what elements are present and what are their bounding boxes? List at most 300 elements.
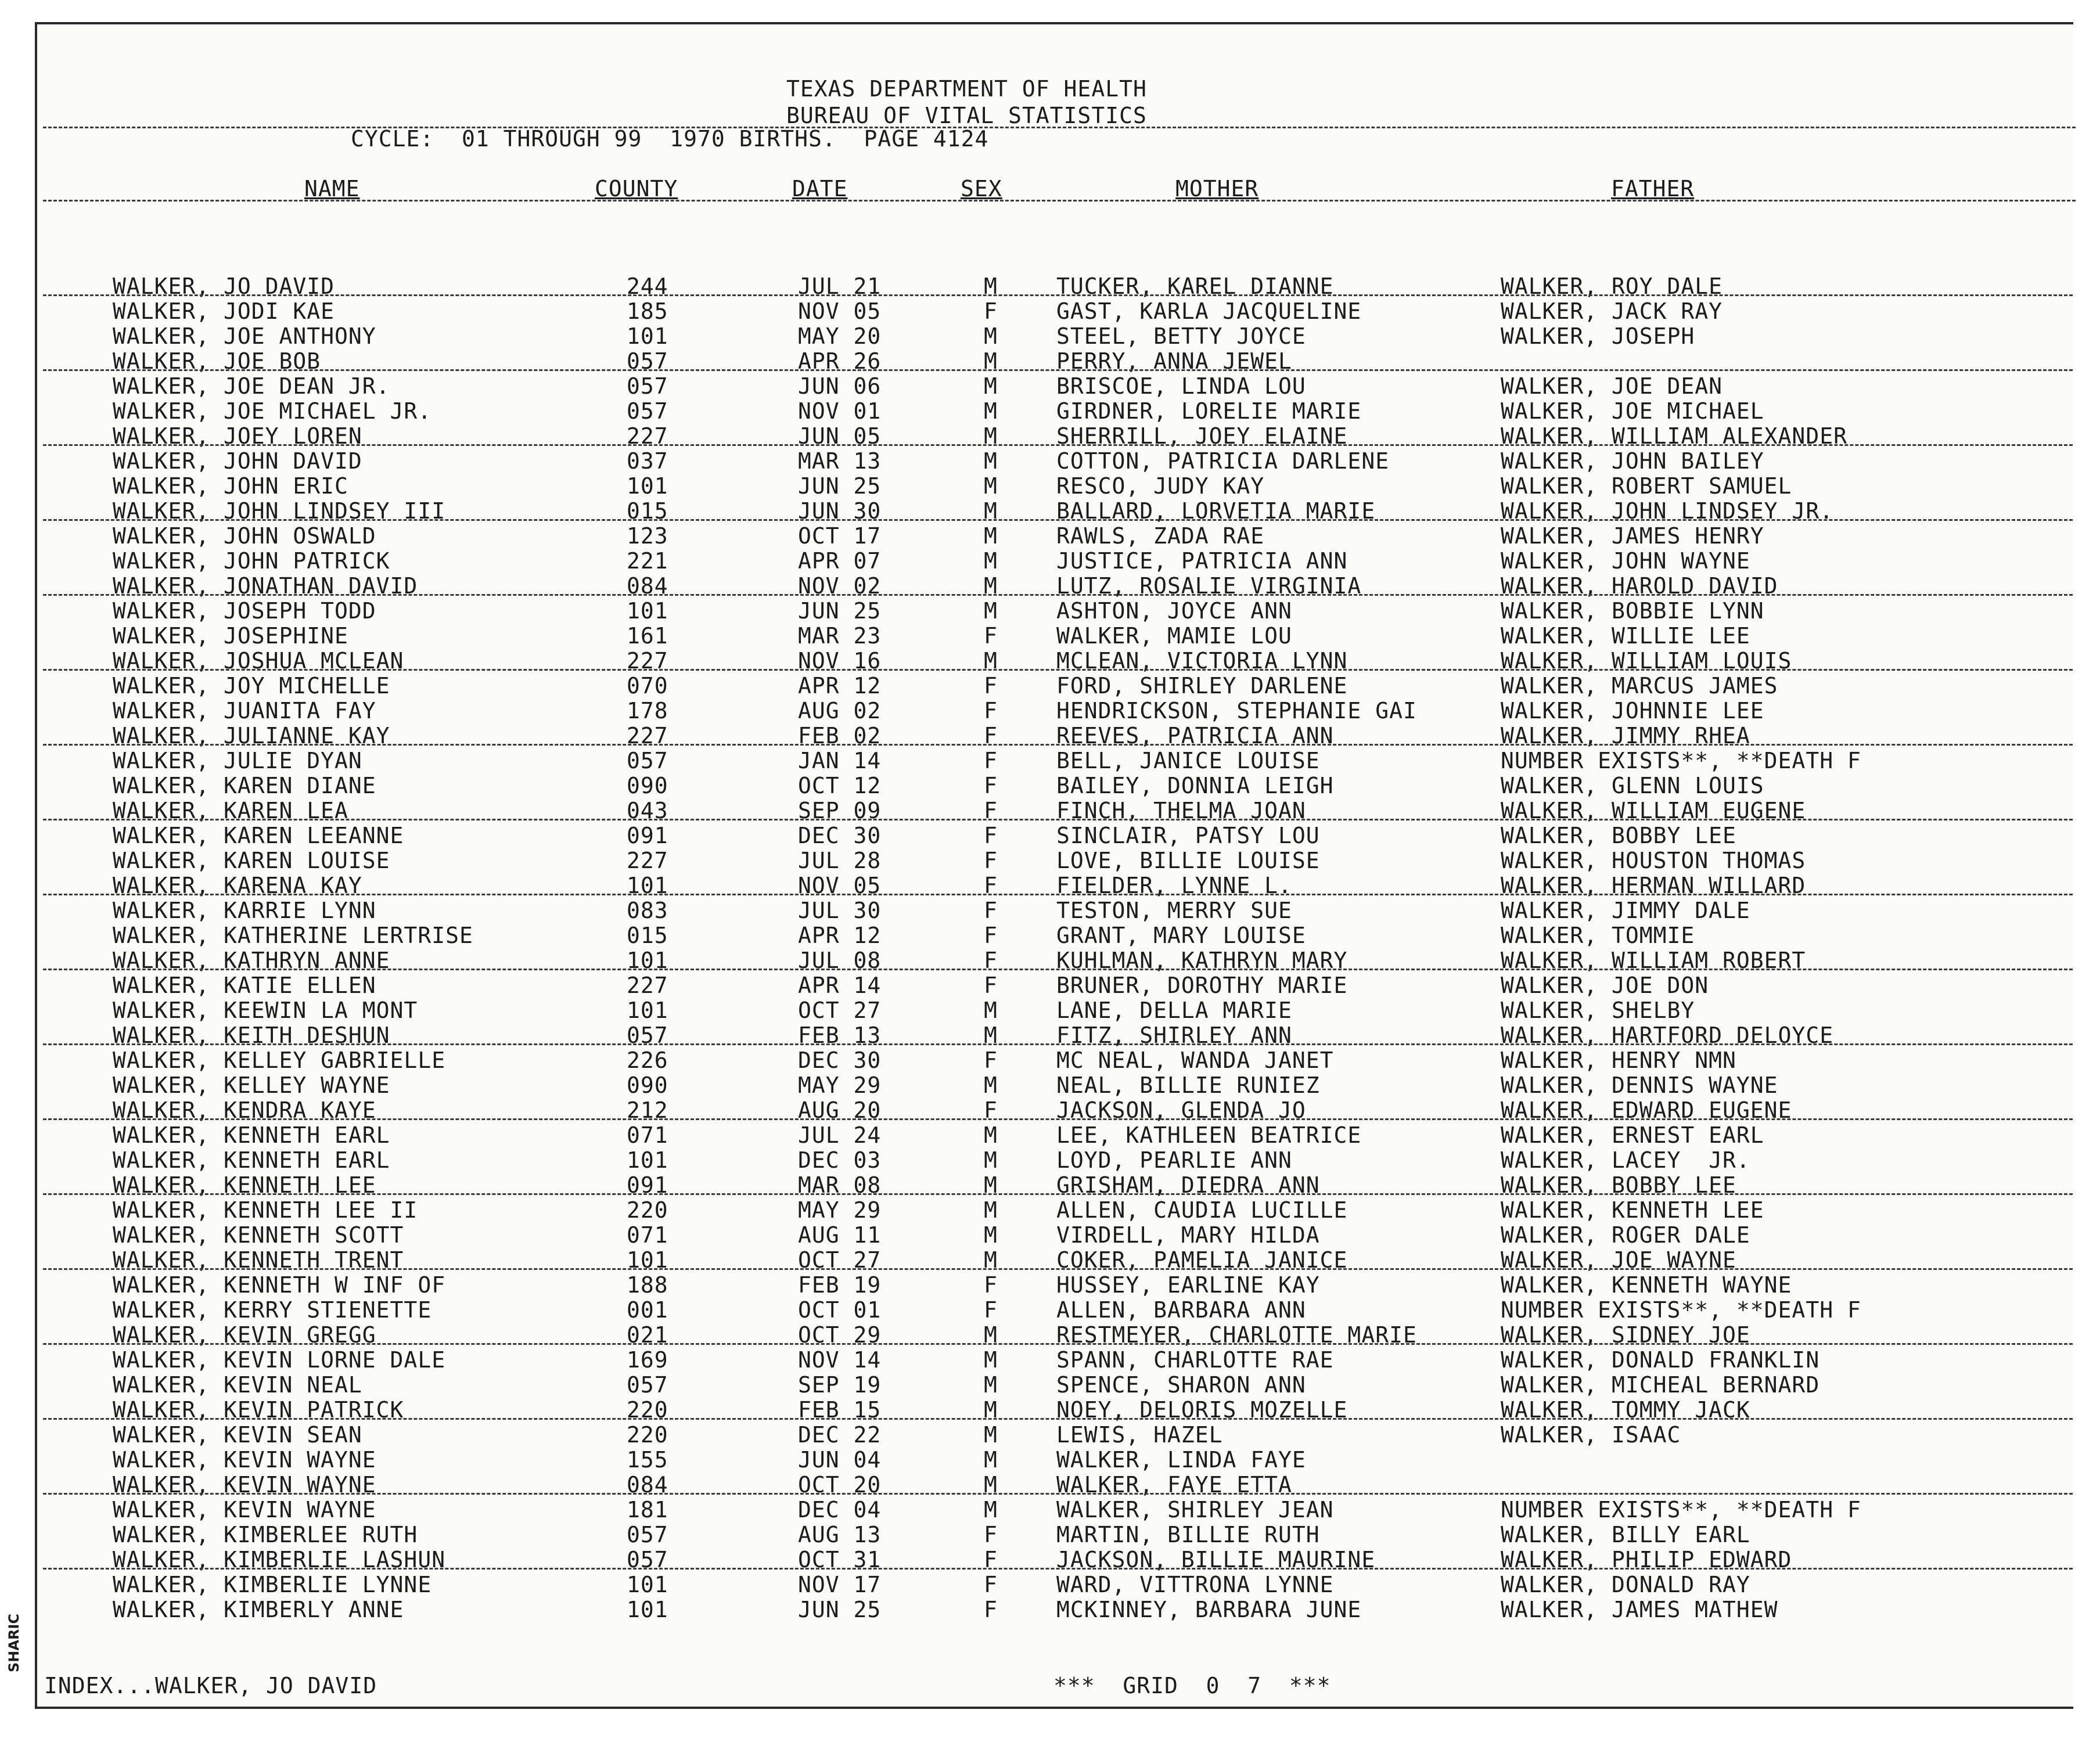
- cell-name: WALKER, KAREN LEA: [113, 798, 348, 823]
- cell-county: 181: [627, 1497, 668, 1523]
- cell-mother: ASHTON, JOYCE ANN: [1056, 598, 1292, 624]
- cell-date: JUN 05: [798, 423, 882, 449]
- cell-date: JUL 08: [798, 948, 882, 973]
- cell-date: JUL 21: [798, 273, 882, 299]
- cell-mother: LOVE, BILLIE LOUISE: [1056, 848, 1320, 873]
- cell-father: WALKER, WILLIAM ROBERT: [1501, 948, 1806, 973]
- cell-county: 057: [627, 1547, 668, 1572]
- column-header-rule: [43, 200, 2076, 201]
- cell-mother: COKER, PAMELIA JANICE: [1056, 1247, 1348, 1273]
- cell-county: 090: [627, 773, 668, 798]
- cell-father: WALKER, MICHEAL BERNARD: [1501, 1372, 1820, 1398]
- column-header-father: FATHER: [1611, 176, 1695, 201]
- cell-county: 227: [627, 973, 668, 998]
- cell-date: JUL 28: [798, 848, 882, 873]
- cell-sex: F: [984, 623, 998, 649]
- cell-mother: WALKER, MAMIE LOU: [1056, 623, 1292, 649]
- cell-father: WALKER, DENNIS WAYNE: [1501, 1072, 1778, 1098]
- table-row: [37, 773, 2076, 798]
- cell-mother: BALLARD, LORVETIA MARIE: [1056, 498, 1376, 524]
- cell-name: WALKER, KEVIN LORNE DALE: [113, 1347, 446, 1373]
- cell-name: WALKER, KELLEY WAYNE: [113, 1072, 390, 1098]
- cell-date: JUL 24: [798, 1122, 882, 1148]
- cell-sex: M: [984, 1372, 998, 1398]
- cell-mother: COTTON, PATRICIA DARLENE: [1056, 448, 1390, 474]
- table-row: [37, 674, 2076, 699]
- cell-date: NOV 17: [798, 1572, 882, 1597]
- cell-date: MAR 23: [798, 623, 882, 649]
- cell-county: 071: [627, 1122, 668, 1148]
- cell-county: 083: [627, 898, 668, 923]
- cell-name: WALKER, JOE ANTHONY: [113, 323, 376, 349]
- table-row: [37, 1597, 2076, 1622]
- table-row: [37, 599, 2076, 624]
- table-row: [37, 1123, 2076, 1148]
- column-header-sex: SEX: [961, 176, 1002, 201]
- cell-county: 244: [627, 273, 668, 299]
- cell-father: WALKER, TOMMY JACK: [1501, 1397, 1750, 1423]
- cell-sex: F: [984, 948, 998, 973]
- cell-father: WALKER, JOSEPH: [1501, 323, 1695, 349]
- cell-date: NOV 05: [798, 298, 882, 324]
- cell-father: WALKER, PHILIP EDWARD: [1501, 1547, 1792, 1572]
- cell-date: APR 12: [798, 923, 882, 948]
- cell-father: WALKER, JIMMY DALE: [1501, 898, 1750, 923]
- cell-sex: M: [984, 1197, 998, 1223]
- cell-father: WALKER, BOBBIE LYNN: [1501, 598, 1764, 624]
- cell-county: 084: [627, 573, 668, 599]
- cell-county: 090: [627, 1072, 668, 1098]
- cell-date: OCT 20: [798, 1472, 882, 1498]
- cell-father: NUMBER EXISTS**, **DEATH F: [1501, 748, 1861, 773]
- cell-name: WALKER, KARRIE LYNN: [113, 898, 376, 923]
- cell-name: WALKER, KENNETH LEE II: [113, 1197, 418, 1223]
- cell-mother: PERRY, ANNA JEWEL: [1056, 348, 1292, 374]
- cell-sex: M: [984, 273, 998, 299]
- cell-mother: NOEY, DELORIS MOZELLE: [1056, 1397, 1348, 1423]
- cell-mother: WALKER, LINDA FAYE: [1056, 1447, 1306, 1473]
- cell-father: WALKER, DONALD RAY: [1501, 1572, 1750, 1597]
- cell-sex: M: [984, 1147, 998, 1173]
- side-tag: SHARIC: [6, 1614, 22, 1672]
- cell-sex: F: [984, 848, 998, 873]
- cell-county: 221: [627, 548, 668, 574]
- cell-county: 057: [627, 1522, 668, 1547]
- cell-name: WALKER, JOE BOB: [113, 348, 321, 374]
- cell-father: WALKER, WILLIAM ALEXANDER: [1501, 423, 1847, 449]
- table-row: [37, 524, 2076, 549]
- cell-sex: F: [984, 1597, 998, 1622]
- cell-county: 057: [627, 748, 668, 773]
- cell-father: WALKER, SIDNEY JOE: [1501, 1322, 1750, 1348]
- cell-sex: F: [984, 723, 998, 748]
- cell-sex: M: [984, 448, 998, 474]
- cell-county: 037: [627, 448, 668, 474]
- cell-father: WALKER, LACEY JR.: [1501, 1147, 1750, 1173]
- cell-mother: TUCKER, KAREL DIANNE: [1056, 273, 1334, 299]
- cell-mother: BAILEY, DONNIA LEIGH: [1056, 773, 1334, 798]
- cell-name: WALKER, KATHERINE LERTRISE: [113, 923, 473, 948]
- cell-father: WALKER, JACK RAY: [1501, 298, 1723, 324]
- table-row: [37, 948, 2076, 973]
- cell-name: WALKER, JONATHAN DAVID: [113, 573, 418, 599]
- cell-county: 057: [627, 1023, 668, 1048]
- cell-date: MAY 29: [798, 1072, 882, 1098]
- cell-sex: M: [984, 498, 998, 524]
- cell-mother: LEWIS, HAZEL: [1056, 1422, 1223, 1448]
- header-cycle: CYCLE: 01 THROUGH 99 1970 BIRTHS. PAGE 4124: [351, 126, 989, 152]
- cell-sex: M: [984, 398, 998, 424]
- cell-sex: M: [984, 1422, 998, 1448]
- cell-mother: FITZ, SHIRLEY ANN: [1056, 1023, 1292, 1048]
- cell-county: 101: [627, 998, 668, 1023]
- cell-name: WALKER, JOY MICHELLE: [113, 673, 390, 699]
- cell-mother: MCLEAN, VICTORIA LYNN: [1056, 648, 1348, 674]
- cell-mother: FINCH, THELMA JOAN: [1056, 798, 1306, 823]
- cell-name: WALKER, KAREN LOUISE: [113, 848, 390, 873]
- cell-county: 185: [627, 298, 668, 324]
- cell-name: WALKER, KENDRA KAYE: [113, 1097, 376, 1123]
- cell-date: NOV 01: [798, 398, 882, 424]
- table-row: [37, 823, 2076, 848]
- table-row: [37, 1273, 2076, 1298]
- cell-date: APR 14: [798, 973, 882, 998]
- cell-name: WALKER, KAREN LEEANNE: [113, 823, 404, 848]
- cell-name: WALKER, KIMBERLEE RUTH: [113, 1522, 418, 1547]
- cell-county: 169: [627, 1347, 668, 1373]
- table-row: [37, 1398, 2076, 1423]
- printout-frame: [35, 22, 2073, 1709]
- cell-name: WALKER, KARENA KAY: [113, 873, 362, 898]
- table-row: [37, 274, 2076, 299]
- cell-county: 155: [627, 1447, 668, 1473]
- cell-date: DEC 04: [798, 1497, 882, 1523]
- cell-date: DEC 03: [798, 1147, 882, 1173]
- cell-county: 101: [627, 1572, 668, 1597]
- cell-sex: M: [984, 1397, 998, 1423]
- cell-name: WALKER, KAREN DIANE: [113, 773, 376, 798]
- table-row: [37, 848, 2076, 873]
- table-row: [37, 699, 2076, 724]
- cell-county: 220: [627, 1397, 668, 1423]
- table-row: [37, 1223, 2076, 1248]
- cell-mother: GRISHAM, DIEDRA ANN: [1056, 1172, 1320, 1198]
- cell-date: APR 12: [798, 673, 882, 699]
- cell-sex: F: [984, 1272, 998, 1298]
- cell-father: WALKER, JOHN BAILEY: [1501, 448, 1764, 474]
- cell-name: WALKER, JOSEPHINE: [113, 623, 348, 649]
- cell-name: WALKER, KEVIN PATRICK: [113, 1397, 404, 1423]
- cell-county: 057: [627, 373, 668, 399]
- cell-father: WALKER, JOE WAYNE: [1501, 1247, 1736, 1273]
- table-row: [37, 474, 2076, 499]
- cell-father: WALKER, JAMES MATHEW: [1501, 1597, 1778, 1622]
- cell-father: WALKER, JOHN WAYNE: [1501, 548, 1750, 574]
- cell-mother: JUSTICE, PATRICIA ANN: [1056, 548, 1348, 574]
- cell-date: DEC 30: [798, 823, 882, 848]
- table-row: [37, 1198, 2076, 1223]
- cell-sex: F: [984, 1522, 998, 1547]
- cell-name: WALKER, JO DAVID: [113, 273, 335, 299]
- table-row: [37, 798, 2076, 823]
- cell-county: 188: [627, 1272, 668, 1298]
- cell-mother: FIELDER, LYNNE L.: [1056, 873, 1292, 898]
- table-row: [37, 1448, 2076, 1473]
- cell-name: WALKER, KEVIN SEAN: [113, 1422, 362, 1448]
- cell-sex: F: [984, 298, 998, 324]
- cell-date: MAR 08: [798, 1172, 882, 1198]
- cell-mother: REEVES, PATRICIA ANN: [1056, 723, 1334, 748]
- table-row: [37, 898, 2076, 923]
- cell-name: WALKER, KIMBERLIE LASHUN: [113, 1547, 446, 1572]
- cell-county: 212: [627, 1097, 668, 1123]
- cell-date: JUL 30: [798, 898, 882, 923]
- cell-name: WALKER, KERRY STIENETTE: [113, 1297, 432, 1323]
- cell-name: WALKER, KEVIN GREGG: [113, 1322, 376, 1348]
- cell-county: 101: [627, 1147, 668, 1173]
- cell-sex: F: [984, 673, 998, 699]
- cell-mother: HENDRICKSON, STEPHANIE GAI: [1056, 698, 1417, 724]
- column-header-name: NAME: [304, 176, 360, 201]
- cell-date: SEP 09: [798, 798, 882, 823]
- cell-sex: F: [984, 873, 998, 898]
- cell-father: WALKER, JAMES HENRY: [1501, 523, 1764, 549]
- cell-name: WALKER, JOSEPH TODD: [113, 598, 376, 624]
- table-row: [37, 1098, 2076, 1123]
- cell-father: WALKER, ROY DALE: [1501, 273, 1723, 299]
- cell-name: WALKER, KENNETH EARL: [113, 1122, 390, 1148]
- cell-date: OCT 12: [798, 773, 882, 798]
- cell-mother: KUHLMAN, KATHRYN MARY: [1056, 948, 1348, 973]
- cell-county: 015: [627, 498, 668, 524]
- cell-name: WALKER, JOEY LOREN: [113, 423, 362, 449]
- cell-county: 226: [627, 1048, 668, 1073]
- cell-father: WALKER, EDWARD EUGENE: [1501, 1097, 1792, 1123]
- cell-sex: M: [984, 323, 998, 349]
- cell-father: WALKER, MARCUS JAMES: [1501, 673, 1778, 699]
- cell-date: FEB 19: [798, 1272, 882, 1298]
- cell-county: 101: [627, 598, 668, 624]
- cell-sex: M: [984, 598, 998, 624]
- cell-sex: F: [984, 823, 998, 848]
- cell-date: APR 07: [798, 548, 882, 574]
- table-row: [37, 649, 2076, 674]
- cell-name: WALKER, KEVIN NEAL: [113, 1372, 362, 1398]
- cell-county: 101: [627, 323, 668, 349]
- cell-date: FEB 15: [798, 1397, 882, 1423]
- cell-name: WALKER, KIMBERLIE LYNNE: [113, 1572, 432, 1597]
- cell-name: WALKER, JOHN LINDSEY III: [113, 498, 446, 524]
- table-row: [37, 1523, 2076, 1547]
- cell-sex: M: [984, 1347, 998, 1373]
- table-row: [37, 1498, 2076, 1523]
- cell-name: WALKER, JODI KAE: [113, 298, 335, 324]
- cell-date: AUG 20: [798, 1097, 882, 1123]
- cell-mother: RESTMEYER, CHARLOTTE MARIE: [1056, 1322, 1417, 1348]
- cell-county: 161: [627, 623, 668, 649]
- table-row: [37, 299, 2076, 324]
- cell-name: WALKER, JOHN ERIC: [113, 473, 348, 499]
- cell-mother: LANE, DELLA MARIE: [1056, 998, 1292, 1023]
- cell-county: 021: [627, 1322, 668, 1348]
- cell-mother: MCKINNEY, BARBARA JUNE: [1056, 1597, 1362, 1622]
- cell-sex: F: [984, 1097, 998, 1123]
- table-row: [37, 1023, 2076, 1048]
- table-row: [37, 923, 2076, 948]
- cell-date: MAY 20: [798, 323, 882, 349]
- cell-sex: M: [984, 1172, 998, 1198]
- cell-name: WALKER, JOHN PATRICK: [113, 548, 390, 574]
- cell-mother: SINCLAIR, PATSY LOU: [1056, 823, 1320, 848]
- cell-name: WALKER, KATHRYN ANNE: [113, 948, 390, 973]
- column-header-mother: MOTHER: [1175, 176, 1259, 201]
- cell-sex: M: [984, 373, 998, 399]
- table-row: [37, 973, 2076, 998]
- cell-county: 091: [627, 823, 668, 848]
- cell-sex: M: [984, 1472, 998, 1498]
- cell-father: WALKER, DONALD FRANKLIN: [1501, 1347, 1820, 1373]
- cell-name: WALKER, JULIE DYAN: [113, 748, 362, 773]
- cell-name: WALKER, JOE MICHAEL JR.: [113, 398, 432, 424]
- cell-name: WALKER, JOHN DAVID: [113, 448, 362, 474]
- cell-name: WALKER, JULIANNE KAY: [113, 723, 390, 748]
- cell-county: 084: [627, 1472, 668, 1498]
- cell-name: WALKER, KIMBERLY ANNE: [113, 1597, 404, 1622]
- cell-sex: M: [984, 1072, 998, 1098]
- table-row: [37, 1248, 2076, 1273]
- cell-mother: RESCO, JUDY KAY: [1056, 473, 1265, 499]
- table-row: [37, 1473, 2076, 1498]
- cell-name: WALKER, JOSHUA MCLEAN: [113, 648, 404, 674]
- cell-name: WALKER, KEVIN WAYNE: [113, 1497, 376, 1523]
- cell-sex: M: [984, 473, 998, 499]
- cell-date: DEC 30: [798, 1048, 882, 1073]
- cell-mother: VIRDELL, MARY HILDA: [1056, 1222, 1320, 1248]
- table-row: [37, 1348, 2076, 1373]
- cell-sex: M: [984, 523, 998, 549]
- cell-date: OCT 17: [798, 523, 882, 549]
- header-rule: [43, 127, 2076, 128]
- cell-mother: HUSSEY, EARLINE KAY: [1056, 1272, 1320, 1298]
- cell-date: NOV 02: [798, 573, 882, 599]
- cell-sex: M: [984, 348, 998, 374]
- cell-mother: TESTON, MERRY SUE: [1056, 898, 1292, 923]
- cell-mother: JACKSON, BILLIE MAURINE: [1056, 1547, 1376, 1572]
- column-header-county: COUNTY: [595, 176, 678, 201]
- cell-mother: MC NEAL, WANDA JANET: [1056, 1048, 1334, 1073]
- cell-father: WALKER, HAROLD DAVID: [1501, 573, 1778, 599]
- cell-father: WALKER, JOHN LINDSEY JR.: [1501, 498, 1834, 524]
- cell-sex: F: [984, 698, 998, 724]
- cell-date: APR 26: [798, 348, 882, 374]
- cell-date: JUN 25: [798, 598, 882, 624]
- cell-sex: F: [984, 1547, 998, 1572]
- cell-father: WALKER, WILLIAM EUGENE: [1501, 798, 1806, 823]
- table-row: [37, 374, 2076, 399]
- cell-county: 070: [627, 673, 668, 699]
- cell-name: WALKER, KELLEY GABRIELLE: [113, 1048, 446, 1073]
- cell-father: WALKER, HENRY NMN: [1501, 1048, 1736, 1073]
- cell-date: OCT 27: [798, 998, 882, 1023]
- cell-mother: WALKER, FAYE ETTA: [1056, 1472, 1292, 1498]
- cell-sex: M: [984, 1322, 998, 1348]
- cell-father: WALKER, WILLIE LEE: [1501, 623, 1750, 649]
- cell-date: NOV 14: [798, 1347, 882, 1373]
- cell-mother: LUTZ, ROSALIE VIRGINIA: [1056, 573, 1362, 599]
- cell-father: WALKER, HERMAN WILLARD: [1501, 873, 1806, 898]
- cell-father: WALKER, ROBERT SAMUEL: [1501, 473, 1792, 499]
- cell-sex: F: [984, 1297, 998, 1323]
- table-row: [37, 1373, 2076, 1398]
- cell-father: WALKER, JOE MICHAEL: [1501, 398, 1764, 424]
- cell-father: WALKER, HOUSTON THOMAS: [1501, 848, 1806, 873]
- cell-mother: STEEL, BETTY JOYCE: [1056, 323, 1306, 349]
- cell-father: WALKER, ERNEST EARL: [1501, 1122, 1764, 1148]
- cell-mother: SPANN, CHARLOTTE RAE: [1056, 1347, 1334, 1373]
- cell-father: WALKER, BOBBY LEE: [1501, 1172, 1736, 1198]
- cell-date: JUN 30: [798, 498, 882, 524]
- cell-mother: GAST, KARLA JACQUELINE: [1056, 298, 1362, 324]
- cell-mother: FORD, SHIRLEY DARLENE: [1056, 673, 1348, 699]
- cell-father: WALKER, KENNETH WAYNE: [1501, 1272, 1792, 1298]
- cell-county: 227: [627, 848, 668, 873]
- cell-date: FEB 13: [798, 1023, 882, 1048]
- cell-date: OCT 01: [798, 1297, 882, 1323]
- cell-father: WALKER, HARTFORD DELOYCE: [1501, 1023, 1834, 1048]
- cell-mother: GRANT, MARY LOUISE: [1056, 923, 1306, 948]
- cell-county: 057: [627, 398, 668, 424]
- cell-name: WALKER, KEEWIN LA MONT: [113, 998, 418, 1023]
- cell-father: NUMBER EXISTS**, **DEATH F: [1501, 1297, 1861, 1323]
- cell-name: WALKER, KEVIN WAYNE: [113, 1472, 376, 1498]
- cell-date: NOV 05: [798, 873, 882, 898]
- cell-county: 091: [627, 1172, 668, 1198]
- cell-date: JUN 04: [798, 1447, 882, 1473]
- cell-mother: LOYD, PEARLIE ANN: [1056, 1147, 1292, 1173]
- cell-county: 071: [627, 1222, 668, 1248]
- cell-name: WALKER, KEITH DESHUN: [113, 1023, 390, 1048]
- cell-mother: ALLEN, CAUDIA LUCILLE: [1056, 1197, 1348, 1223]
- cell-county: 057: [627, 1372, 668, 1398]
- cell-county: 101: [627, 948, 668, 973]
- cell-sex: F: [984, 898, 998, 923]
- cell-date: MAY 29: [798, 1197, 882, 1223]
- cell-mother: BRISCOE, LINDA LOU: [1056, 373, 1306, 399]
- cell-name: WALKER, KEVIN WAYNE: [113, 1447, 376, 1473]
- table-row: [37, 324, 2076, 349]
- cell-name: WALKER, JOHN OSWALD: [113, 523, 376, 549]
- cell-father: WALKER, KENNETH LEE: [1501, 1197, 1764, 1223]
- cell-date: OCT 29: [798, 1322, 882, 1348]
- cell-father: WALKER, WILLIAM LOUIS: [1501, 648, 1792, 674]
- cell-father: WALKER, ISAAC: [1501, 1422, 1681, 1448]
- table-row: [37, 1048, 2076, 1073]
- cell-county: 057: [627, 348, 668, 374]
- cell-sex: M: [984, 1497, 998, 1523]
- cell-county: 015: [627, 923, 668, 948]
- table-row: [37, 349, 2076, 374]
- cell-father: WALKER, TOMMIE: [1501, 923, 1695, 948]
- table-row: [37, 574, 2076, 599]
- cell-mother: MARTIN, BILLIE RUTH: [1056, 1522, 1320, 1547]
- cell-county: 178: [627, 698, 668, 724]
- cell-county: 227: [627, 723, 668, 748]
- table-row: [37, 449, 2076, 474]
- table-row: [37, 1173, 2076, 1198]
- cell-mother: GIRDNER, LORELIE MARIE: [1056, 398, 1362, 424]
- header-department: TEXAS DEPARTMENT OF HEALTH: [786, 76, 1147, 102]
- cell-date: AUG 13: [798, 1522, 882, 1547]
